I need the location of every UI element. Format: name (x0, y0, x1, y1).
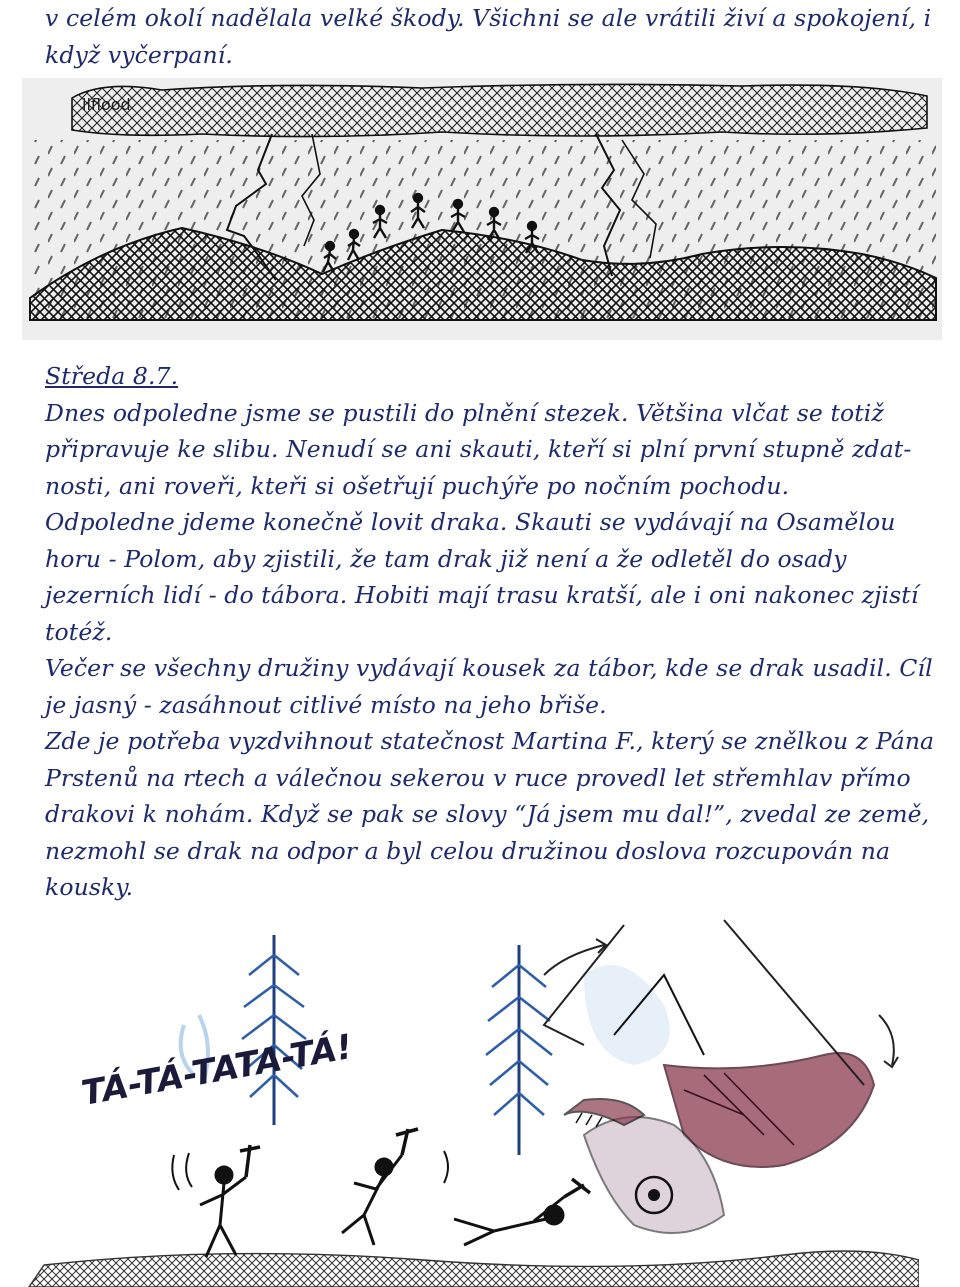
storm-illustration (22, 78, 942, 340)
diary-entry (45, 358, 935, 906)
diary-line: Večer se všechny družiny vydávají kousek za tábor, kde se drak usadil. Cíl (45, 654, 933, 682)
diary-line: nezmohl se drak na odpor a byl celou družinou doslova rozcupován na (45, 836, 891, 865)
diary-line: je jasný - zasáhnout citlivé místo na jeho břiše. (45, 690, 607, 719)
diary-line: připravuje ke slibu. Nenudí se ani skauti, kteří si plní první stupně zdat- (45, 435, 912, 463)
dragon-fight-illustration (24, 915, 919, 1287)
diary-line: kousky. (45, 873, 134, 901)
diary-line: Zde je potřeba vyzdvihnout statečnost Martina F., který se znělkou z Pána (45, 727, 935, 755)
diary-line: Odpoledne jdeme konečně lovit draka. Skauti se vydávají na Osamělou (45, 508, 896, 536)
battle-shout: TÁ-TÁ-TATA-TÁ! (78, 1026, 356, 1114)
diary-line: drakovi k nohám. Když se pak se slovy “Já jsem mu dal!”, zvedal ze země, (45, 800, 930, 828)
entry-date: Středa 8.7. (45, 362, 179, 390)
diary-line: horu - Polom, aby zjistili, že tam drak již není a že odletěl do osady (45, 544, 847, 573)
cloud (72, 84, 927, 136)
diary-line: nosti, ani roveři, kteři si ošetřují puchýře po nočním pochodu. (45, 471, 790, 500)
cloud-scribble-text: ilflood (82, 95, 131, 114)
intro-line-2: když vyčerpaní. (45, 40, 233, 69)
diary-line: Prstenů na rtech a válečnou sekerou v ruce provedl let střemhlav přímo (45, 763, 911, 792)
intro-paragraph (45, 0, 932, 73)
diary-line: jezerních lidí - do tábora. Hobiti mají trasu kratší, ale i oni nakonec zjistí (45, 581, 919, 609)
diary-line: Dnes odpoledne jsme se pustili do plnění stezek. Většina vlčat se totiž (45, 398, 884, 427)
intro-line-1: v celém okolí nadělala velké škody. Všichni se ale vrátili živí a spokojení, i (45, 4, 932, 32)
diary-line: totéž. (45, 617, 113, 646)
